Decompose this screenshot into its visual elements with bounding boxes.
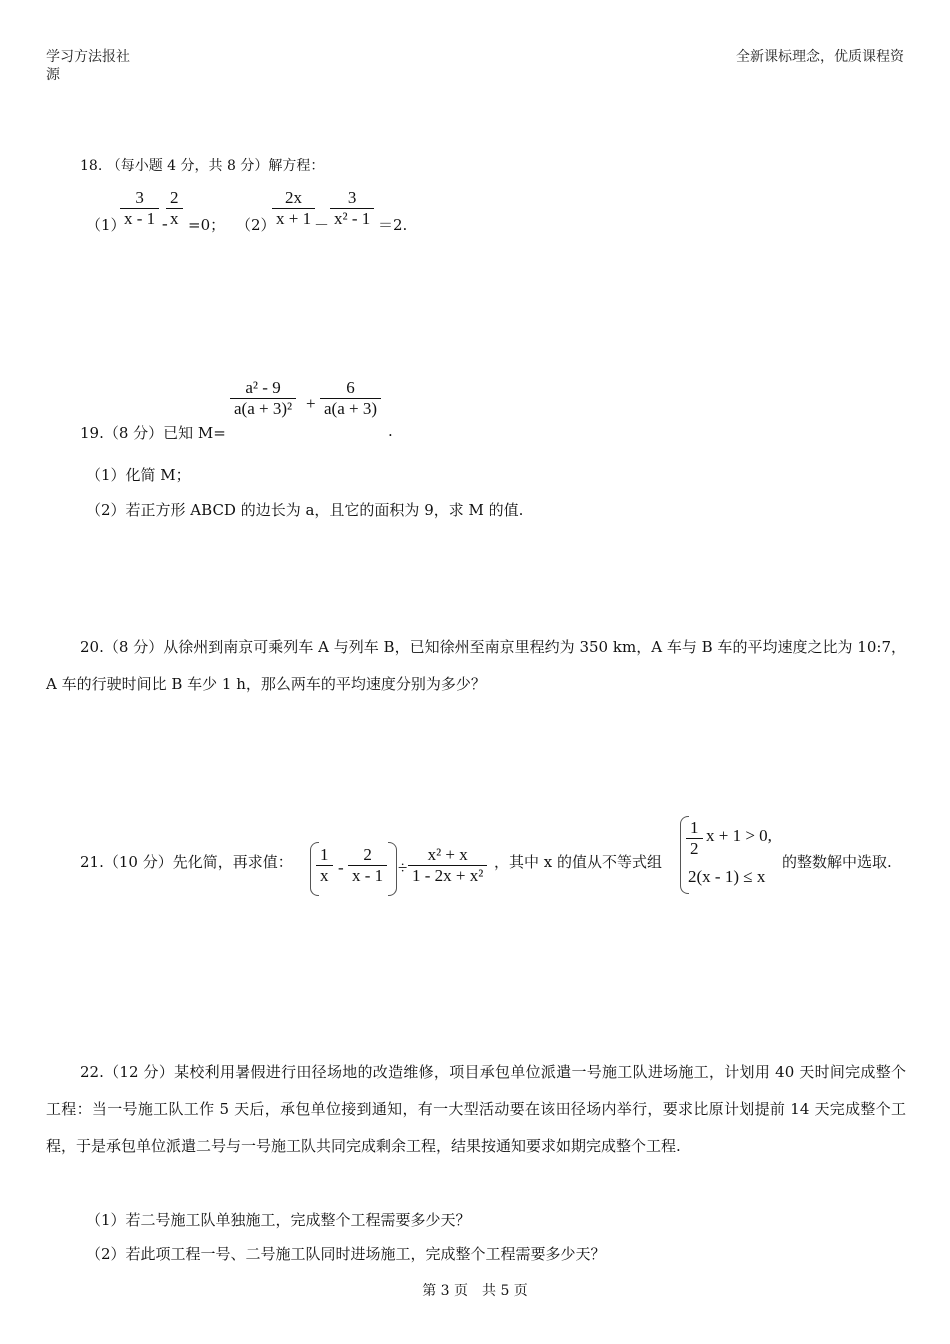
q21-fraction-b-den: x - 1 — [348, 865, 387, 886]
q18-fraction-1-den: x - 1 — [120, 208, 159, 229]
q18-fraction-4 — [330, 188, 374, 229]
q18-minus-2: － — [314, 216, 330, 234]
q18-fraction-3 — [272, 188, 315, 229]
q21-fraction-a-num: 1 — [320, 845, 329, 864]
q19-fraction-1-num: a² - 9 — [245, 378, 281, 397]
q18-part2-tail: ＝2. — [378, 216, 408, 234]
q19-fraction-2-num: 6 — [346, 378, 355, 397]
q22-part2: （2）若此项工程一号、二号施工队同时进场施工，完成整个工程需要多少天？ — [86, 1245, 606, 1263]
q18-fraction-3-num: 2x — [285, 188, 303, 207]
q22-text: 22.（12 分）某校利用暑假进行田径场地的改造维修，项目承包单位派遣一号施工队进场施工，计划用 40 天时间完成整个工程：当一号施工队工作 5 天后，承包单位接到通知，有一大型活动要在该田径场内举行，要求比原计划提前 14 天完成整个工程，于是承包单位派遣二号与一号施工队共同完成剩余工程，结果按通知要求如期完成整个工程. — [46, 1063, 906, 1155]
q21-ineq1-fraction — [686, 818, 703, 859]
q21-end-text: 的整数解中选取. — [782, 853, 892, 871]
q21-fraction-c — [408, 845, 487, 886]
q21-fraction-a — [316, 845, 333, 886]
q21-ineq1-num: 1 — [690, 818, 699, 837]
q19-part2: （2）若正方形 ABCD 的边长为 a，且它的面积为 9，求 M 的值. — [86, 501, 524, 519]
q18-fraction-2 — [166, 188, 183, 229]
q18-fraction-4-den: x² - 1 — [330, 208, 374, 229]
q21-right-paren — [388, 842, 397, 896]
q19-fraction-1 — [230, 378, 296, 419]
header-left-line2: 源 — [46, 67, 60, 83]
q21-ineq2: 2(x - 1) ≤ x — [688, 867, 766, 886]
q21-fraction-b-num: 2 — [363, 845, 372, 864]
q18-fraction-2-num: 2 — [170, 188, 179, 207]
q21-divide: ÷ — [398, 858, 408, 877]
page-number: 第 3 页 共 5 页 — [422, 1283, 528, 1299]
q21-minus: - — [338, 858, 344, 877]
q18-fraction-1 — [120, 188, 159, 229]
q18-fraction-2-den: x — [166, 208, 183, 229]
q19-fraction-2 — [320, 378, 381, 419]
q18-fraction-4-num: 3 — [347, 188, 357, 207]
q18-fraction-3-den: x + 1 — [272, 208, 315, 229]
q21-fraction-c-den: 1 - 2x + x² — [408, 865, 487, 886]
q21-fraction-a-den: x — [316, 865, 333, 886]
q18-part2-label: （2） — [236, 216, 276, 234]
q19-title: 19.（8 分）已知 M= — [80, 424, 226, 442]
q21-ineq1-den: 2 — [686, 838, 703, 859]
q22-part1: （1）若二号施工队单独施工，完成整个工程需要多少天？ — [86, 1211, 471, 1229]
q18-minus-1: - — [162, 214, 168, 233]
q21-ineq1-tail: x + 1 > 0, — [706, 826, 772, 845]
q21-fraction-b — [348, 845, 387, 886]
q19-plus: + — [306, 394, 316, 413]
q18-part1-tail: =0； — [188, 216, 226, 234]
q21-mid-text: ，其中 x 的值从不等式组 — [494, 853, 662, 871]
q21-fraction-c-num: x² + x — [427, 845, 468, 864]
q18-part1-label: （1） — [86, 216, 126, 234]
header-left-line1: 学习方法报社 — [46, 49, 130, 65]
q18-title: 18. （每小题 4 分，共 8 分）解方程： — [80, 158, 325, 174]
q19-part1: （1）化简 M； — [86, 466, 191, 484]
q19-fraction-1-den: a(a + 3)² — [230, 398, 296, 419]
q18-fraction-1-num: 3 — [135, 188, 144, 207]
q21-title: 21.（10 分）先化简，再求值： — [80, 853, 293, 871]
header-right: 全新课标理念，优质课程资 — [736, 49, 904, 65]
q19-fraction-2-den: a(a + 3) — [320, 398, 381, 419]
q20-text: 20.（8 分）从徐州到南京可乘列车 A 与列车 B，已知徐州至南京里程约为 350 km，A 车与 B 车的平均速度之比为 10:7，A 车的行驶时间比 B 车少 1 h，那么两车的平均速度分别为多少？ — [46, 638, 906, 693]
q19-end: . — [388, 422, 393, 440]
